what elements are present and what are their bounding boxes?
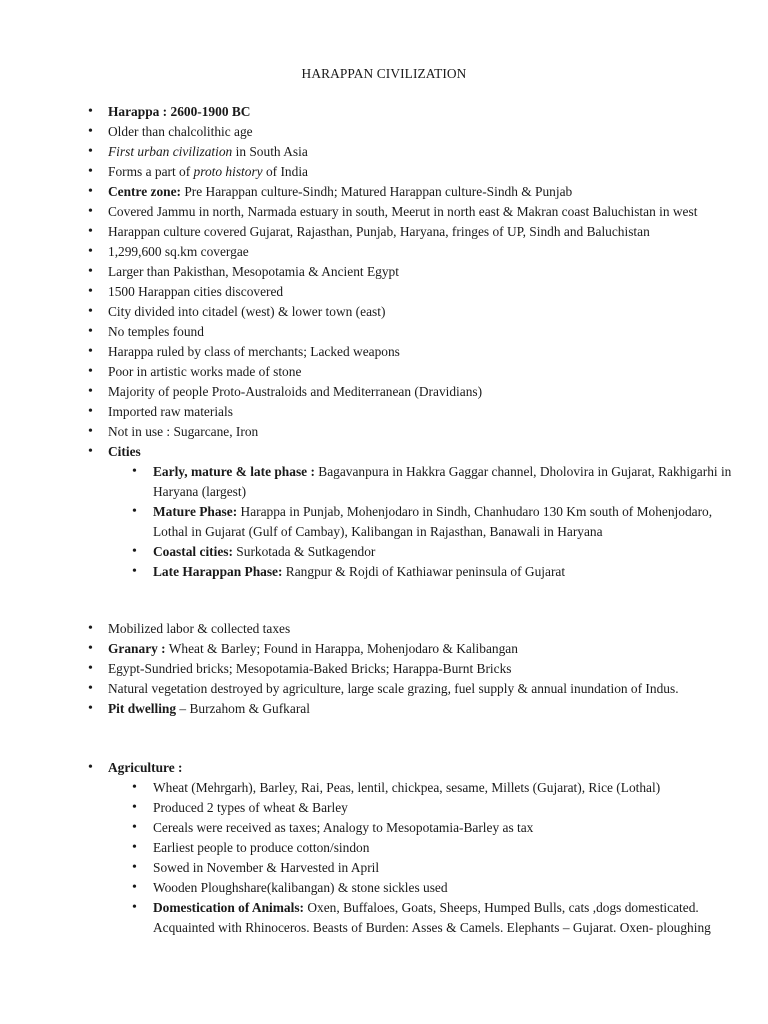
- bullet-text: Older than chalcolithic age: [108, 124, 253, 139]
- bullet-item: [108, 362, 728, 382]
- bullet-text: Forms a part of: [108, 164, 194, 179]
- bullet-text: Covered Jammu in north, Narmada estuary in south, Meerut in north east & Makran coast Baluchistan in west: [108, 204, 698, 219]
- bullet-item: [108, 422, 728, 442]
- bullet-text: Earliest people to produce cotton/sindon: [153, 840, 370, 855]
- bullet-text: Late Harappan Phase:: [153, 564, 283, 579]
- bullet-item: [108, 402, 728, 422]
- sub-bullet-item: [153, 858, 738, 878]
- bullet-text: Agriculture :: [108, 760, 183, 775]
- bullet-item: [108, 242, 728, 262]
- bullet-text: Wooden Ploughshare(kalibangan) & stone sickles used: [153, 880, 448, 895]
- bullet-text: in South Asia: [232, 144, 308, 159]
- sub-bullet-item: [153, 502, 738, 542]
- bullet-item: [108, 222, 728, 242]
- bullet-text: Harappa ruled by class of merchants; Lacked weapons: [108, 344, 400, 359]
- sub-bullet-item: [153, 462, 738, 502]
- bullet-text: Harappan culture covered Gujarat, Rajasthan, Punjab, Haryana, fringes of UP, Sindh and Baluchistan: [108, 224, 650, 239]
- bullet-text: Mobilized labor & collected taxes: [108, 621, 291, 636]
- bullet-text: Harappa : 2600-1900 BC: [108, 104, 251, 119]
- bullet-text: Pit dwelling: [108, 701, 177, 716]
- bullet-item: [108, 202, 728, 222]
- bullet-text: Majority of people Proto-Australoids and Mediterranean (Dravidians): [108, 384, 483, 399]
- sub-bullet-item: [153, 542, 738, 562]
- sub-bullet-item: [153, 818, 738, 838]
- bullet-item: [108, 282, 728, 302]
- bullet-text: Wheat (Mehrgarh), Barley, Rai, Peas, lentil, chickpea, sesame, Millets (Gujarat), Rice (Lothal): [153, 780, 661, 795]
- bullet-item: [108, 162, 728, 182]
- bullet-text: – Burzahom & Gufkaral: [176, 701, 310, 716]
- bullet-text: Larger than Pakisthan, Mesopotamia & Ancient Egypt: [108, 264, 399, 279]
- bullet-text: City divided into citadel (west) & lower town (east): [108, 304, 386, 319]
- bullet-text: Surkotada & Sutkagendor: [232, 544, 376, 559]
- bullet-text: Pre Harappan culture-Sindh; Matured Harappan culture-Sindh & Punjab: [181, 184, 573, 199]
- bullet-item: [108, 102, 728, 122]
- bullet-list-overview: [108, 102, 732, 582]
- bullet-item: [108, 442, 732, 582]
- bullet-text: of India: [262, 164, 308, 179]
- bullet-text: Poor in artistic works made of stone: [108, 364, 302, 379]
- sub-bullet-item: [153, 798, 738, 818]
- bullet-text: First urban civilization: [108, 144, 233, 159]
- sub-bullet-item: [153, 778, 738, 798]
- bullet-list-economy: [108, 619, 728, 719]
- bullet-text: Cereals were received as taxes; Analogy to Mesopotamia-Barley as tax: [153, 820, 534, 835]
- bullet-text: No temples found: [108, 324, 204, 339]
- sub-bullet-list: [153, 778, 738, 938]
- bullet-text: 1500 Harappan cities discovered: [108, 284, 284, 299]
- bullet-text: Oxen, Buffaloes, Goats, Sheeps, Humped Bulls, cats ,dogs domesticated. Acquainted with Rhinoceros. Beasts of Burden: Asses & Camels. Elephants – Gujarat. Oxen- ploughing: [153, 900, 711, 935]
- bullet-item: [108, 699, 728, 719]
- bullet-item: [108, 322, 728, 342]
- bullet-item: [108, 342, 728, 362]
- bullet-text: Centre zone:: [108, 184, 182, 199]
- bullet-text: Mature Phase:: [153, 504, 238, 519]
- bullet-text: Imported raw materials: [108, 404, 233, 419]
- bullet-text: Granary :: [108, 641, 166, 656]
- bullet-item: [108, 142, 728, 162]
- sub-bullet-item: [153, 838, 738, 858]
- bullet-item: [108, 122, 728, 142]
- bullet-item: [108, 619, 728, 639]
- bullet-text: Early, mature & late phase :: [153, 464, 315, 479]
- bullet-text: Wheat & Barley; Found in Harappa, Mohenjodaro & Kalibangan: [165, 641, 518, 656]
- bullet-text: 1,299,600 sq.km covergae: [108, 244, 249, 259]
- bullet-text: Cities: [108, 444, 141, 459]
- bullet-item: [108, 302, 728, 322]
- bullet-text: Sowed in November & Harvested in April: [153, 860, 380, 875]
- sub-bullet-item: [153, 898, 738, 938]
- bullet-item: [108, 182, 728, 202]
- bullet-text: Bagavanpura in Hakkra Gaggar channel, Dholovira in Gujarat, Rakhigarhi in Haryana (largest): [153, 464, 732, 499]
- bullet-text: Coastal cities:: [153, 544, 233, 559]
- sub-bullet-list: [153, 462, 738, 582]
- bullet-item: [108, 262, 728, 282]
- sub-bullet-item: [153, 878, 738, 898]
- page-title: HARAPPAN CIVILIZATION: [301, 66, 467, 81]
- bullet-text: Natural vegetation destroyed by agriculture, large scale grazing, fuel supply & annual inundation of Indus.: [108, 681, 679, 696]
- bullet-item: [108, 758, 728, 938]
- bullet-item: [108, 382, 728, 402]
- bullet-text: Egypt-Sundried bricks; Mesopotamia-Baked Bricks; Harappa-Burnt Bricks: [108, 661, 512, 676]
- bullet-text: Harappa in Punjab, Mohenjodaro in Sindh, Chanhudaro 130 Km south of Mohenjodaro, Lothal in Gujarat (Gulf of Cambay), Kalibangan in Rajasthan, Banawali in Haryana: [153, 504, 713, 539]
- bullet-text: Produced 2 types of wheat & Barley: [153, 800, 348, 815]
- bullet-text: Not in use : Sugarcane, Iron: [108, 424, 259, 439]
- sub-bullet-item: [153, 562, 738, 582]
- bullet-text: Rangpur & Rojdi of Kathiawar peninsula of Gujarat: [282, 564, 566, 579]
- bullet-item: [108, 679, 728, 699]
- bullet-list-agriculture: [108, 758, 728, 938]
- bullet-item: [108, 659, 728, 679]
- bullet-item: [108, 639, 728, 659]
- bullet-text: Domestication of Animals:: [153, 900, 305, 915]
- bullet-text: proto history: [193, 164, 263, 179]
